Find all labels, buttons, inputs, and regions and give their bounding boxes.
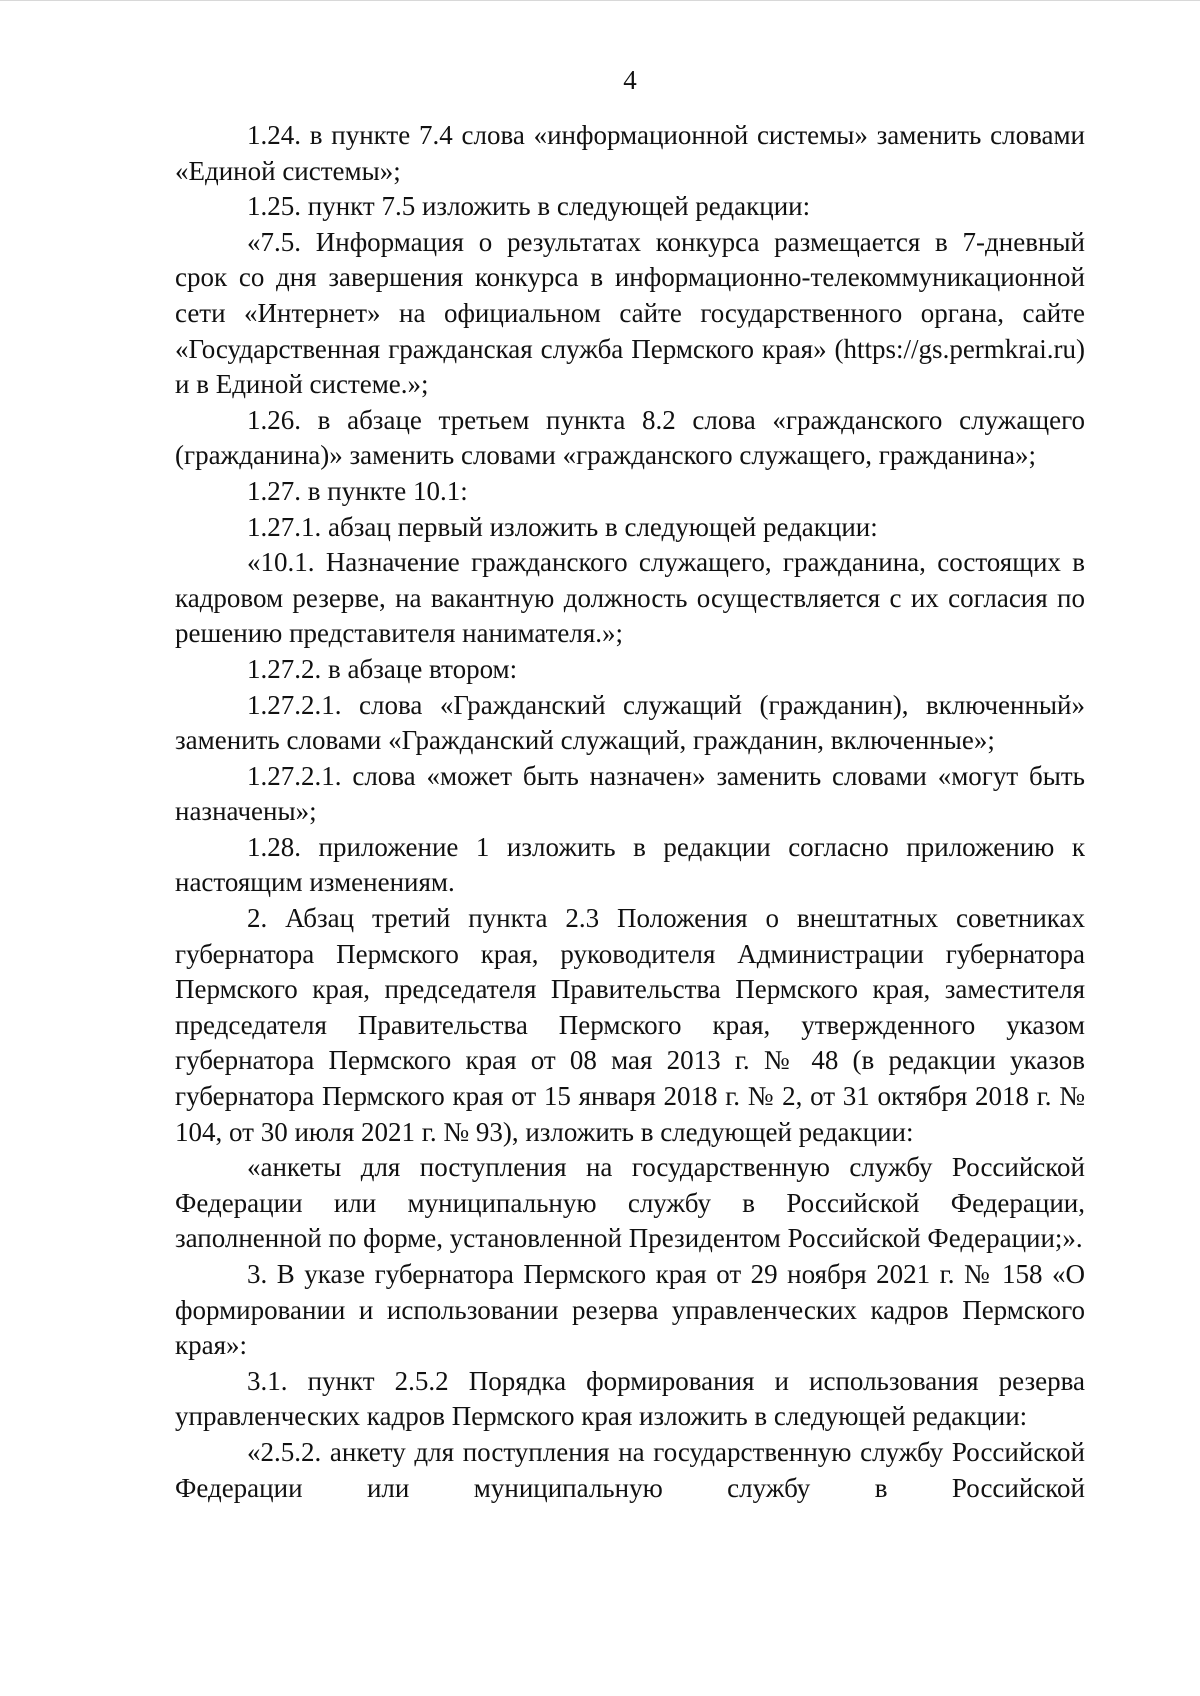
paragraph-1-27: 1.27. в пункте 10.1: (247, 475, 468, 506)
paragraph-1-26: 1.26. в абзаце третьем пункта 8.2 слова «гражданского служащего (гражданина)» заменить словами «гражданского служащего, гражданина»; (175, 404, 1085, 471)
paragraph-2: 2. Абзац третий пункта 2.3 Положения о внештатных советниках губернатора Пермского края, руководителя Администрации губернатора Пермского края, председателя Правительства Пермского края, заместителя председателя Правительства Пермского края, утвержденного указом губернатора Пермского края от 08 мая 2013 г. № 48 (в редакции указов губернатора Пермского края от 15 января 2018 г. № 2, от 31 октября 2018 г. № 104, от 30 июля 2021 г. № 93), изложить в следующей редакции: (175, 903, 1085, 1147)
paragraph-3: 3. В указе губернатора Пермского края от 29 ноября 2021 г. № 158 «О формировании и использовании резерва управленческих кадров Пермского края»: (175, 1259, 1085, 1361)
page-number: 4 (623, 65, 637, 95)
paragraph-1-27-2-1-b: 1.27.2.1. слова «может быть назначен» заменить словами «могут быть назначены»; (175, 760, 1085, 827)
paragraph-7-5-quote: «7.5. Информация о результатах конкурса размещается в 7-дневный срок со дня завершения конкурса в информационно-телекоммуникационной сети «Интернет» на официальном сайте государственного органа, сайте «Государственная гражданская служба Пермского края» (https://gs.permkrai.ru) и в Единой системе.»; (175, 226, 1085, 400)
paragraph-1-27-2-1-a: 1.27.2.1. слова «Гражданский служащий (гражданин), включенный» заменить словами «Гражданский служащий, гражданин, включенные»; (175, 689, 1085, 756)
paragraph-1-27-1: 1.27.1. абзац первый изложить в следующей редакции: (247, 511, 878, 542)
paragraph-1-27-2: 1.27.2. в абзаце втором: (247, 653, 518, 684)
paragraph-2-5-2-quote: «2.5.2. анкету для поступления на государственную службу Российской Федерации или муниципальную службу в Российской (175, 1436, 1085, 1503)
paragraph-3-1: 3.1. пункт 2.5.2 Порядка формирования и использования резерва управленческих кадров Пермского края изложить в следующей редакции: (175, 1365, 1085, 1432)
document-body (175, 118, 1085, 1506)
paragraph-1-25: 1.25. пункт 7.5 изложить в следующей редакции: (247, 191, 811, 222)
paragraph-2-quote: «анкеты для поступления на государственную службу Российской Федерации или муниципальную службу в Российской Федерации, заполненной по форме, установленной Президентом Российской Федерации;». (175, 1152, 1085, 1254)
paragraph-1-24: 1.24. в пункте 7.4 слова «информационной системы» заменить словами «Единой системы»; (175, 120, 1085, 186)
paragraph-10-1-quote: «10.1. Назначение гражданского служащего, гражданина, состоящих в кадровом резерве, на вакантную должность осуществляется с их согласия по решению представителя нанимателя.»; (175, 547, 1085, 649)
paragraph-1-28: 1.28. приложение 1 изложить в редакции согласно приложению к настоящим изменениям. (175, 831, 1085, 898)
